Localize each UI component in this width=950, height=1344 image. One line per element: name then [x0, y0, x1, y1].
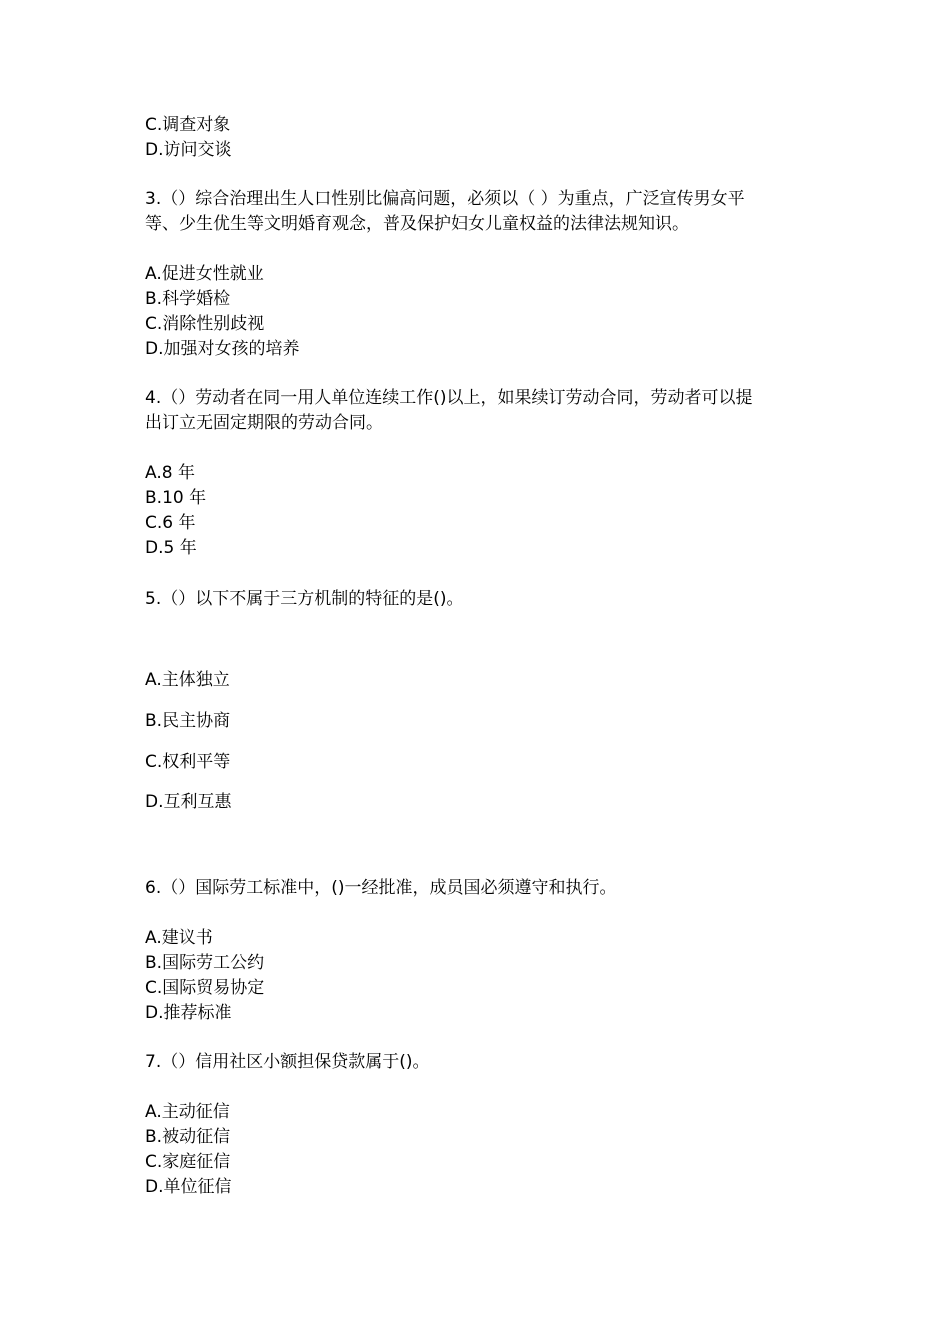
q3-stem-line1: 3.（）综合治理出生人口性别比偏高问题，必须以（ ）为重点，广泛宣传男女平 — [145, 189, 745, 209]
q3-option-d: D.加强对女孩的培养 — [145, 339, 300, 359]
q4-stem-line1: 4.（）劳动者在同一用人单位连续工作()以上，如果续订劳动合同，劳动者可以提 — [145, 388, 753, 408]
q7-option-c: C.家庭征信 — [145, 1152, 231, 1172]
q3-option-c: C.消除性别歧视 — [145, 314, 265, 334]
q6-option-b: B.国际劳工公约 — [145, 953, 265, 973]
q4-option-a: A.8 年 — [145, 463, 195, 483]
q5-option-b: B.民主协商 — [145, 711, 231, 731]
q4-option-b: B.10 年 — [145, 488, 207, 508]
q4-option-c: C.6 年 — [145, 513, 196, 533]
q2-option-c: C.调查对象 — [145, 115, 231, 135]
q5-option-d: D.互利互惠 — [145, 792, 232, 812]
q7-stem: 7.（）信用社区小额担保贷款属于()。 — [145, 1052, 430, 1072]
q5-option-a: A.主体独立 — [145, 670, 230, 690]
q7-option-b: B.被动征信 — [145, 1127, 231, 1147]
q5-option-c: C.权利平等 — [145, 752, 231, 772]
q7-option-d: D.单位征信 — [145, 1177, 232, 1197]
q7-option-a: A.主动征信 — [145, 1102, 230, 1122]
q4-option-d: D.5 年 — [145, 538, 197, 558]
q3-option-a: A.促进女性就业 — [145, 264, 264, 284]
q6-option-a: A.建议书 — [145, 928, 213, 948]
q4-stem — [145, 386, 813, 436]
q3-stem — [145, 187, 813, 237]
q2-option-d: D.访问交谈 — [145, 140, 232, 160]
q3-option-b: B.科学婚检 — [145, 289, 231, 309]
q6-option-c: C.国际贸易协定 — [145, 978, 265, 998]
q6-stem: 6.（）国际劳工标准中，()一经批准，成员国必须遵守和执行。 — [145, 878, 617, 898]
q4-stem-line2: 出订立无固定期限的劳动合同。 — [145, 413, 383, 433]
q3-stem-line2: 等、少生优生等文明婚育观念，普及保护妇女儿童权益的法律法规知识。 — [145, 214, 689, 234]
q5-stem: 5.（）以下不属于三方机制的特征的是()。 — [145, 589, 464, 609]
q6-option-d: D.推荐标准 — [145, 1003, 232, 1023]
